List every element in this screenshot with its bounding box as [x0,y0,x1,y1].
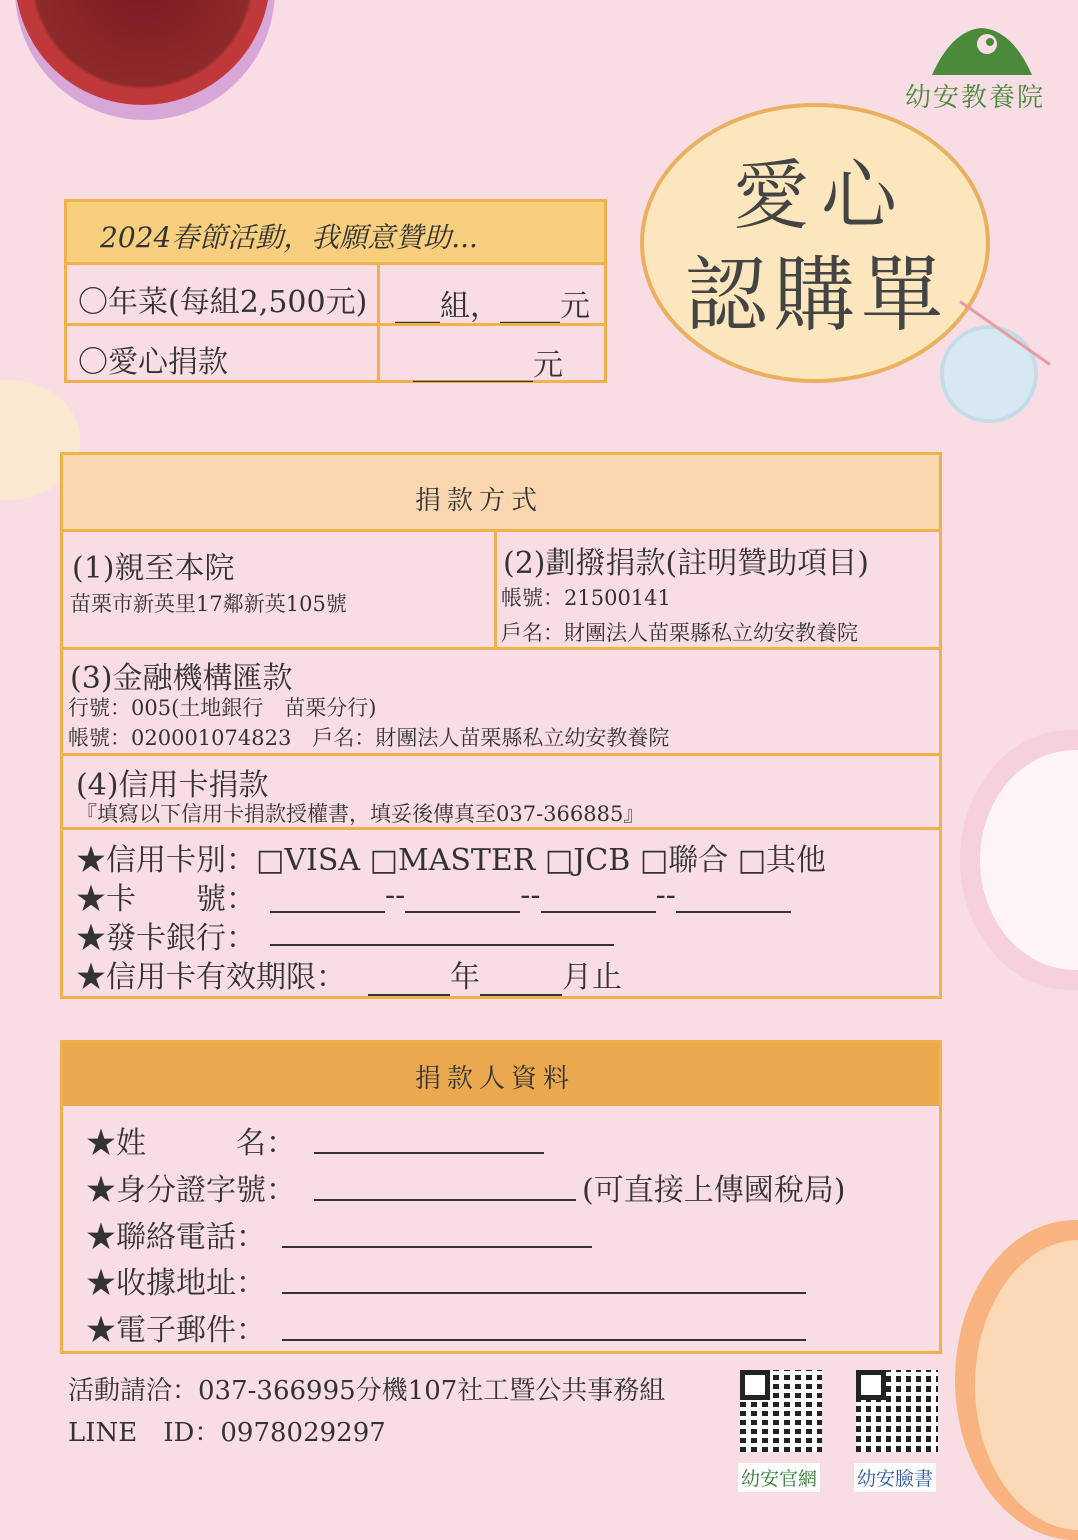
donor-email-label: ★電子郵件： [86,1313,266,1348]
website-qr-label[interactable]: 幼安官網 [738,1463,820,1492]
divider [494,532,497,647]
sponsor-row2-label: 〇愛心捐款 [78,345,228,380]
bean-bowl-inner [15,0,270,105]
sponsor-row1-value[interactable]: ___組，____元 [395,289,590,324]
sponsor-header: 2024春節活動，我願意贊助... [100,221,478,254]
method2-account: 帳號：21500141 [501,586,671,610]
method2-holder: 戶名：財團法人苗栗縣私立幼安教養院 [501,621,858,645]
expiry-label: ★信用卡有效期限： [76,960,346,995]
method3-title: (3)金融機構匯款 [70,661,293,696]
divider [63,753,939,756]
method1-title: (1)親至本院 [72,551,235,586]
facebook-qr-label[interactable]: 幼安臉書 [854,1463,936,1492]
method2-title: (2)劃撥捐款(註明贊助項目) [503,546,869,581]
issuing-bank-field[interactable] [270,918,614,946]
qr-finder [856,1370,886,1400]
card-type-options[interactable]: ★信用卡別：□VISA □MASTER □JCB □聯合 □其他 [76,843,827,878]
contact-line-id: LINE ID：0978029297 [68,1418,386,1448]
card-number-label: ★卡 號： [76,882,256,917]
rice-bowl-decoration [940,325,1038,423]
donor-id-field[interactable] [314,1173,576,1201]
donor-name-field[interactable] [314,1126,544,1154]
page-title-line1: 愛心 [733,151,909,240]
page-title-line2: 認購單 [685,248,950,343]
method4-title: (4)信用卡捐款 [76,768,269,803]
donor-name-label: ★姓 名： [86,1126,296,1161]
donor-header: 捐款人資料 [415,1064,576,1094]
expiry-field[interactable]: 年 月止 [368,952,622,996]
contact-phone: 活動請洽：037-366995分機107社工暨公共事務組 [68,1376,666,1406]
divider [377,262,380,380]
org-name: 幼安教養院 [905,83,1046,113]
method1-address: 苗栗市新英里17鄰新英105號 [70,592,347,616]
sponsor-row1-label: 〇年菜(每組2,500元) [78,285,368,320]
method4-instructions: 『填寫以下信用卡捐款授權書，填妥後傳真至037-366885』 [76,802,645,826]
donor-address-label: ★收據地址： [86,1266,266,1301]
donor-address-field[interactable] [282,1266,806,1294]
donor-id-note: (可直接上傳國稅局) [582,1173,846,1208]
divider [63,647,939,650]
turtle-logo-icon [922,20,1042,78]
donor-email-field[interactable] [282,1313,806,1341]
donor-phone-label: ★聯絡電話： [86,1220,266,1255]
card-number-field[interactable]: -- -- -- [270,878,791,913]
sponsor-row2-value[interactable]: ________元 [413,348,563,383]
divider [63,529,939,532]
donor-phone-field[interactable] [282,1220,592,1248]
divider [67,262,604,265]
donor-id-label: ★身分證字號： [86,1173,296,1208]
method3-bank: 行號：005(土地銀行 苗栗分行) [68,696,377,720]
method3-account: 帳號：020001074823 戶名：財團法人苗栗縣私立幼安教養院 [68,726,670,750]
qr-finder [740,1370,770,1400]
issuing-bank-label: ★發卡銀行： [76,921,256,956]
methods-header: 捐款方式 [415,486,544,516]
